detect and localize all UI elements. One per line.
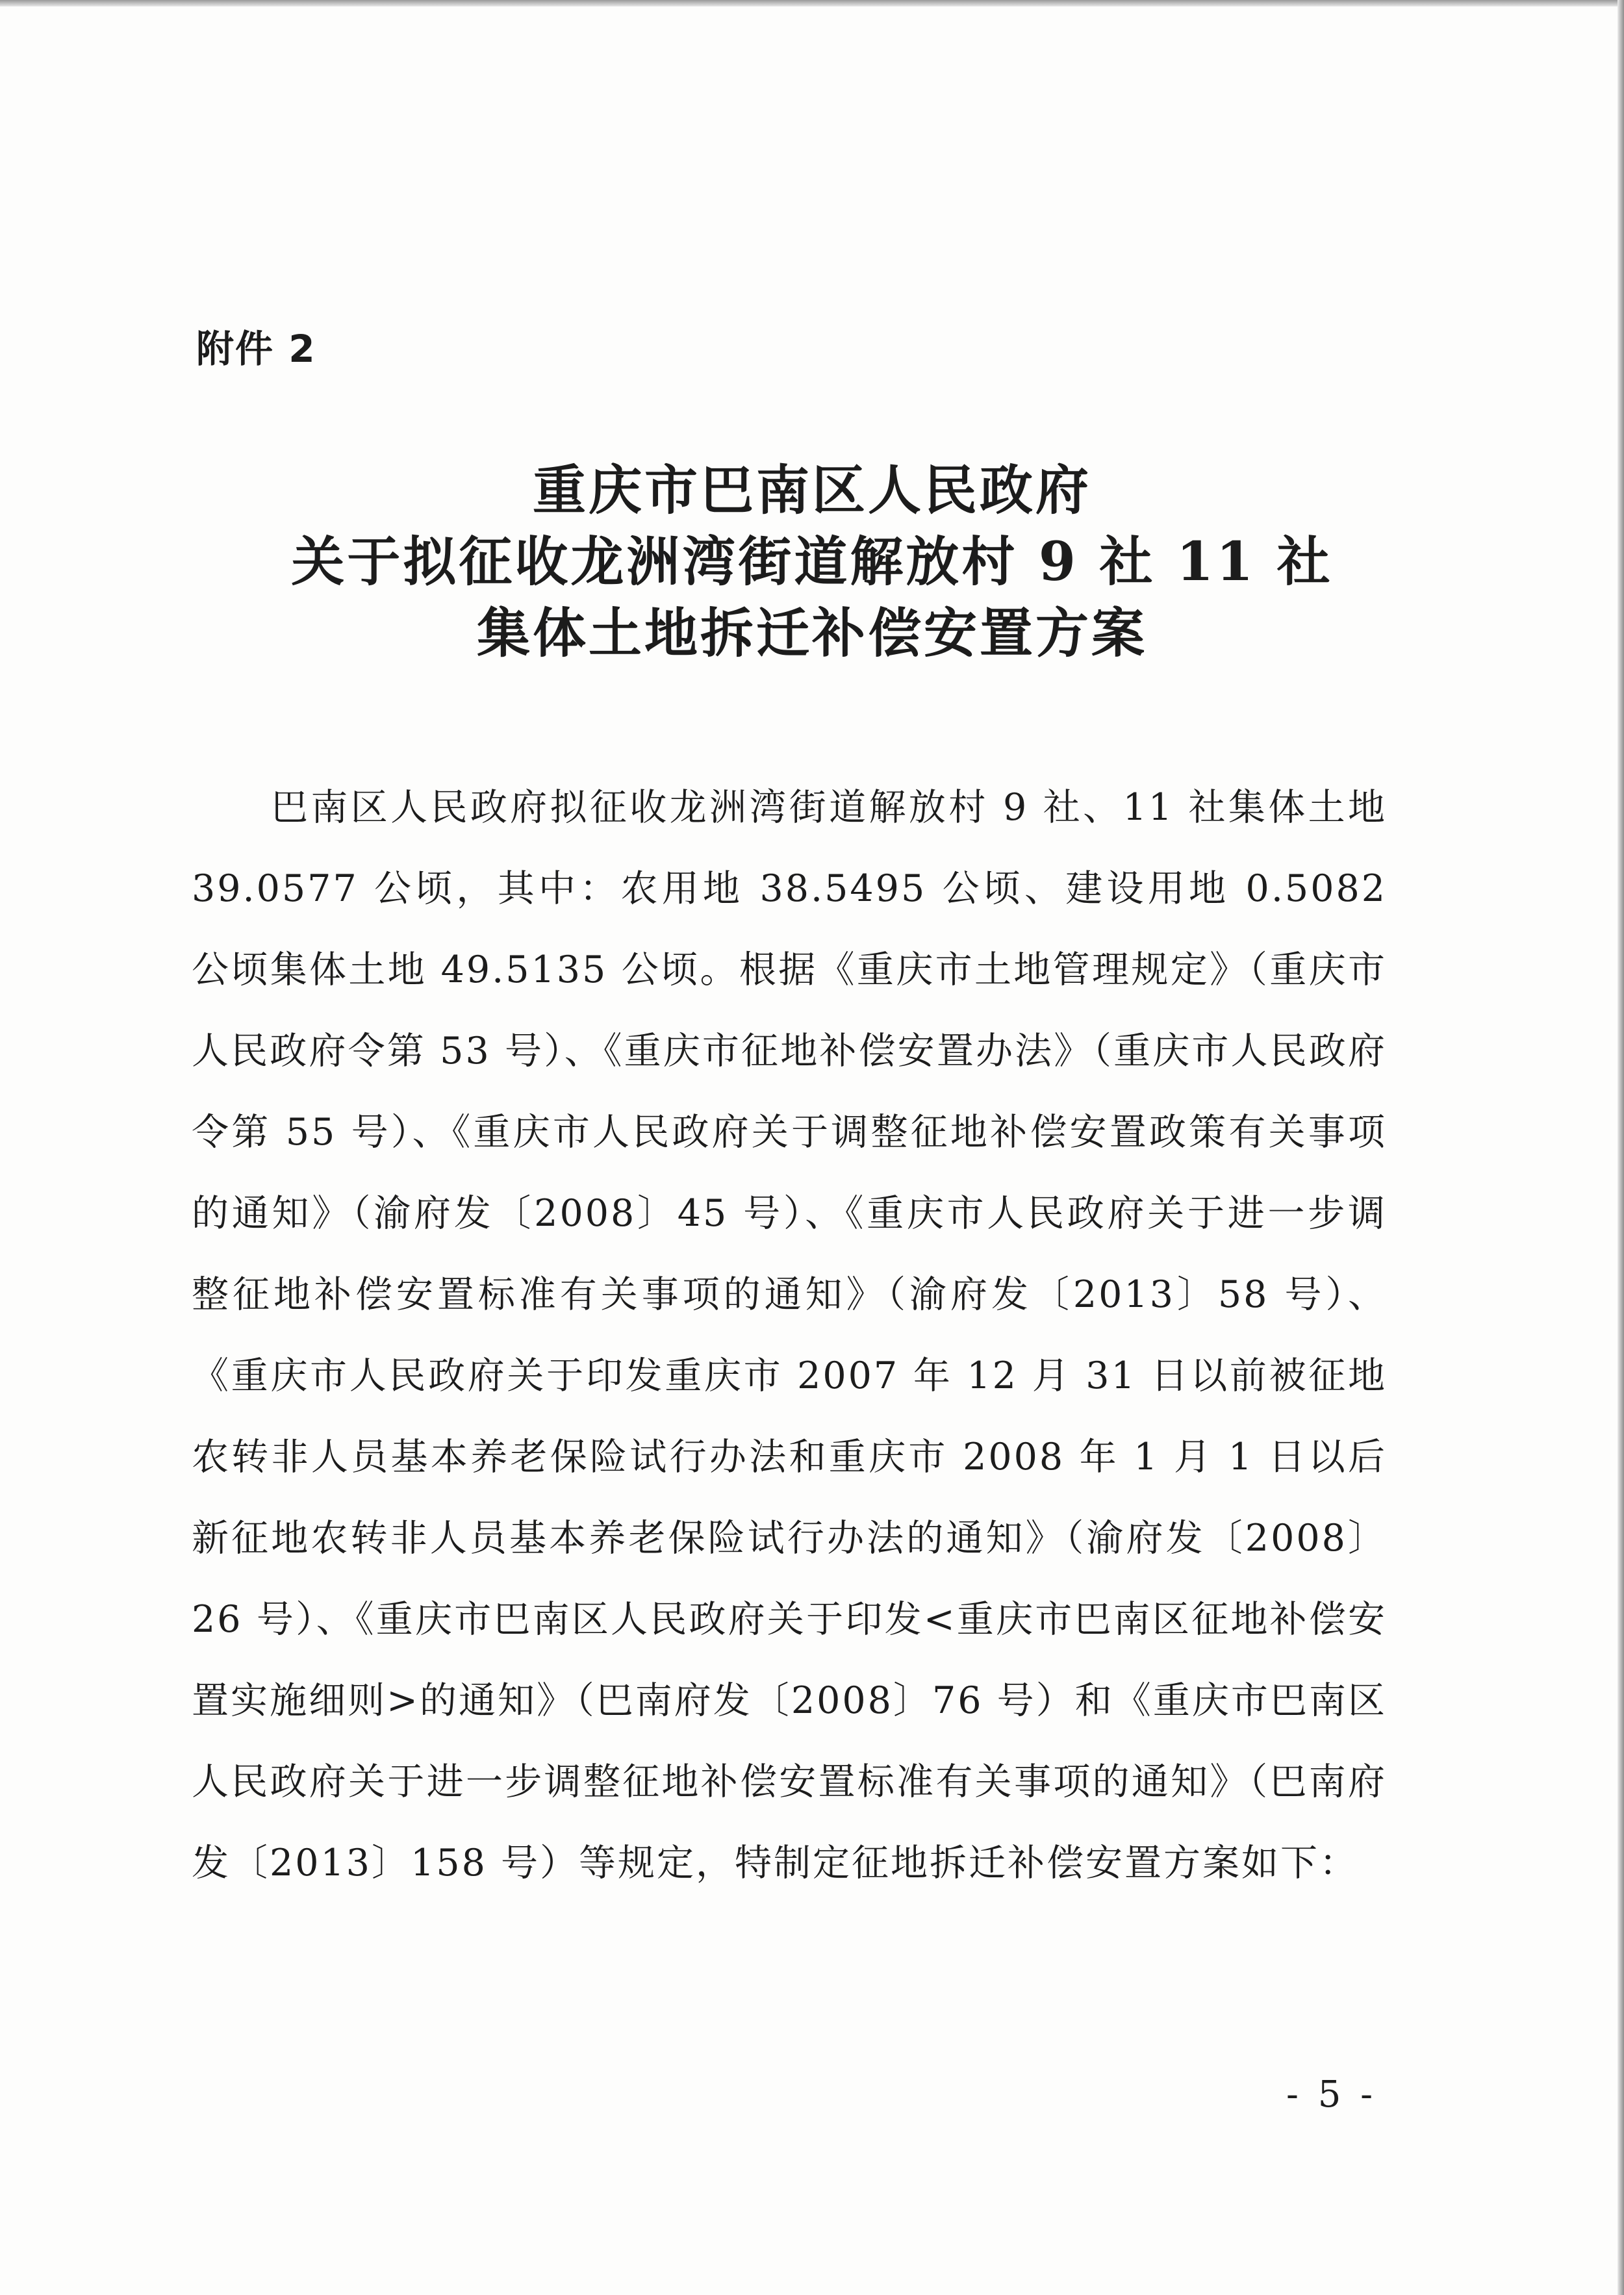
title-line-3: 集体土地拆迁补偿安置方案 bbox=[476, 602, 1147, 665]
title-line-2: 关于拟征收龙洲湾街道解放村 9 社 11 社 bbox=[291, 531, 1333, 593]
document-title bbox=[0, 455, 1624, 669]
scan-top-edge bbox=[0, 0, 1624, 6]
scan-right-edge bbox=[1618, 0, 1624, 2295]
body-paragraph: 巴南区人民政府拟征收龙洲湾街道解放村 9 社、11 社集体土地 39.0577 公顷，其中：农用地 38.5495 公顷、建设用地 0.5082 公顷集体土地 49.5135 公顷。根据《重庆市土地管理规定》（重庆市人民政府令第 53 号）、《重庆市征地补偿安置办法》（重庆市人民政府令第 55 号）、《重庆市人民政府关于调整征地补偿安置政策有关事项的通知》（渝府发〔2008〕45 号）、《重庆市人民政府关于进一步调整征地补偿安置标准有关事项的通知》（渝府发〔2013〕58 号）、《重庆市人民政府关于印发重庆市 2007 年 12 月 31 日以前被征地农转非人员基本养老保险试行办法和重庆市 2008 年 1 月 1 日以后新征地农转非人员基本养老保险试行办法的通知》（渝府发〔2008〕26 号）、《重庆市巴南区人民政府关于印发<重庆市巴南区征地补偿安置实施细则>的通知》（巴南府发〔2008〕76 号）和《重庆市巴南区人民政府关于进一步调整征地补偿安置标准有关事项的通知》（巴南府发〔2013〕158 号）等规定，特制定征地拆迁补偿安置方案如下： bbox=[192, 786, 1387, 1884]
attachment-label: 附件 2 bbox=[196, 327, 316, 371]
title-line-1: 重庆市巴南区人民政府 bbox=[532, 459, 1091, 522]
page-number: - 5 - bbox=[1286, 2073, 1377, 2116]
